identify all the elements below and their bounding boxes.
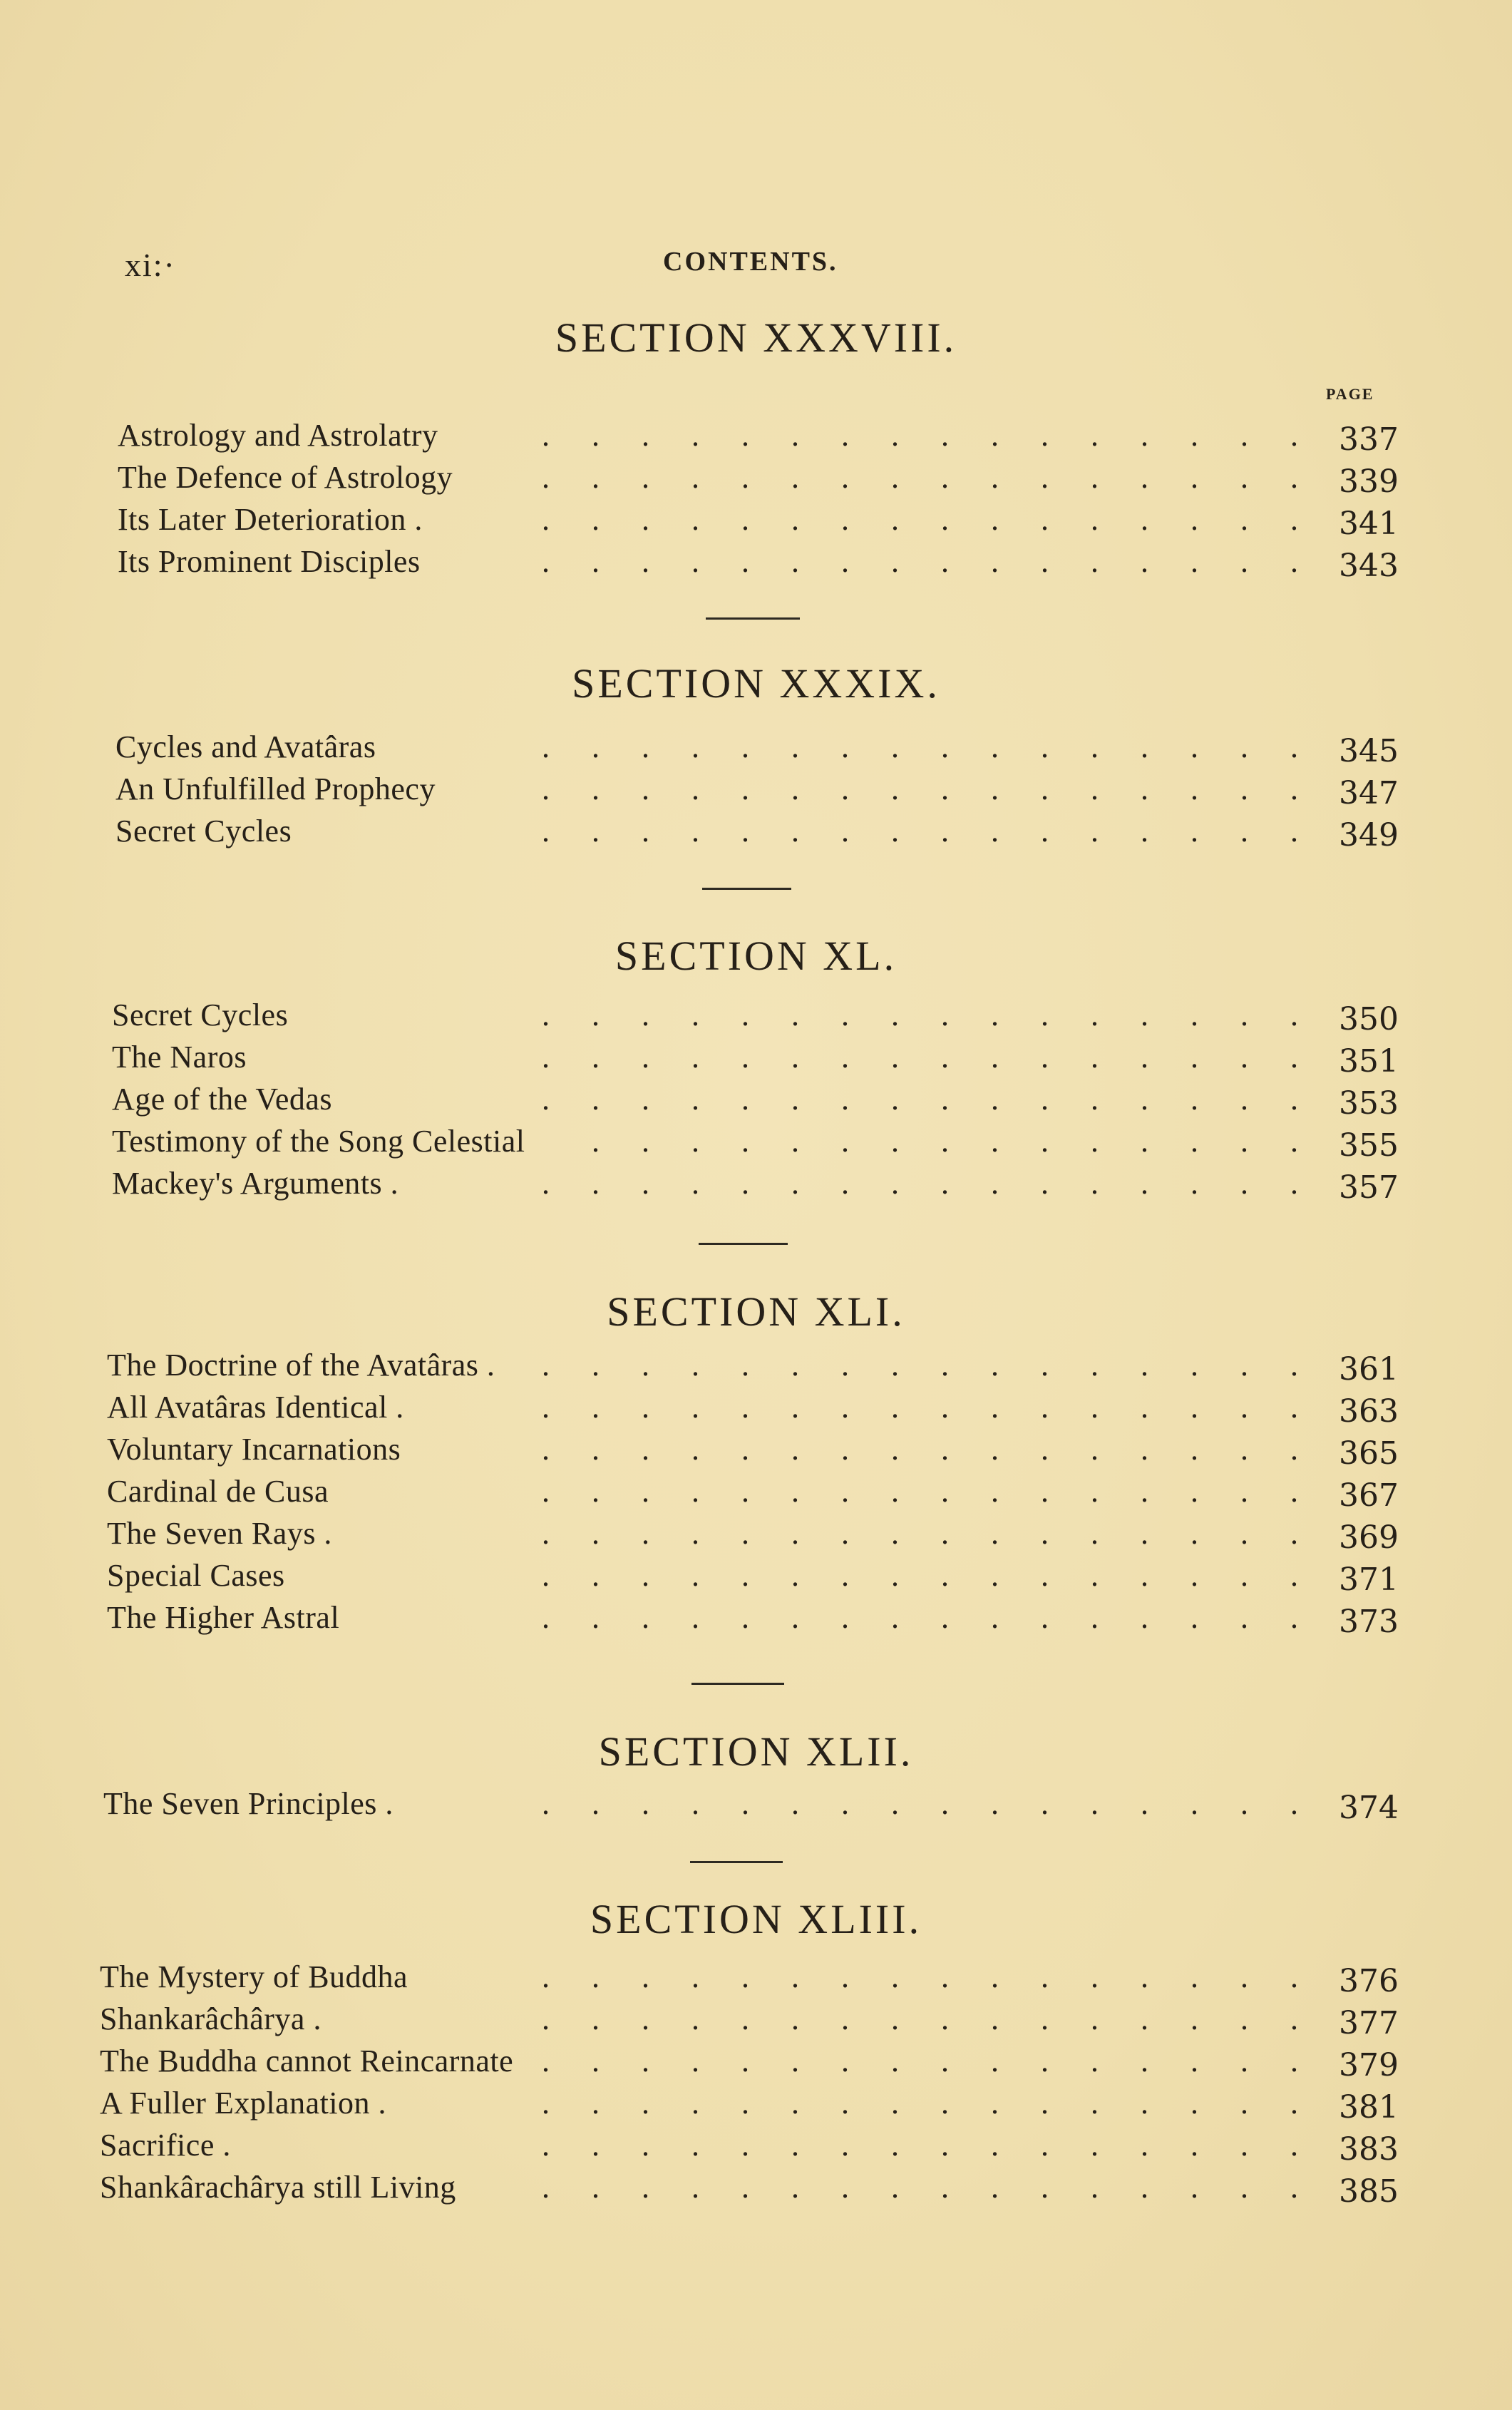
dot-leader: ................	[542, 771, 1340, 806]
section-title: SECTION XXXIX.	[572, 660, 940, 707]
toc-entry[interactable]	[100, 2169, 1426, 2212]
entry-title: Its Prominent Disciples	[118, 544, 421, 579]
toc-entry[interactable]	[100, 2127, 1426, 2170]
entry-title: The Buddha cannot Reincarnate	[100, 2044, 514, 2078]
toc-entry[interactable]	[118, 501, 1426, 544]
entry-page-number: 377	[1339, 2005, 1399, 2041]
toc-entry[interactable]	[112, 1081, 1426, 1124]
toc-entry[interactable]	[107, 1599, 1426, 1642]
entry-title: Age of the Vedas	[112, 1082, 332, 1117]
entry-title: Secret Cycles	[115, 814, 292, 848]
entry-title: Special Cases	[107, 1558, 285, 1593]
section-divider-rule	[690, 1861, 783, 1863]
entry-page-number: 355	[1339, 1127, 1399, 1164]
dot-leader: ................	[542, 2170, 1340, 2205]
section-title: SECTION XLIII.	[590, 1896, 922, 1942]
dot-leader: ................	[542, 2001, 1340, 2036]
toc-entry[interactable]	[112, 997, 1426, 1040]
toc-entry[interactable]	[107, 1389, 1426, 1432]
dot-leader: ................	[542, 1959, 1340, 1994]
dot-leader: ................	[542, 814, 1340, 848]
entry-title: Shankarâchârya .	[100, 2001, 322, 2036]
entry-page-number: 353	[1339, 1085, 1399, 1122]
entry-page-number: 383	[1339, 2131, 1399, 2168]
page-column-label: PAGE	[1326, 385, 1374, 403]
toc-entry[interactable]	[107, 1347, 1426, 1390]
entry-title: The Doctrine of the Avatâras .	[107, 1348, 495, 1383]
dot-leader: ................	[542, 1348, 1340, 1383]
toc-entry[interactable]	[107, 1557, 1426, 1600]
entry-title: Astrology and Astrolatry	[118, 418, 438, 453]
dot-leader: ................	[542, 1474, 1340, 1509]
section-divider-rule	[706, 617, 800, 620]
running-title: CONTENTS.	[663, 247, 838, 277]
entry-title: The Naros	[112, 1040, 247, 1075]
toc-entry[interactable]	[107, 1515, 1426, 1558]
section-divider-rule	[702, 888, 791, 890]
entry-page-number: 373	[1339, 1604, 1399, 1640]
dot-leader: ................	[542, 2044, 1340, 2078]
entry-title: The Mystery of Buddha	[100, 1959, 408, 1994]
entry-title: Its Later Deterioration .	[118, 502, 423, 537]
toc-entry[interactable]	[118, 543, 1426, 586]
toc-entry[interactable]	[100, 1959, 1426, 2001]
dot-leader: ................	[542, 1166, 1340, 1201]
entry-page-number: 347	[1339, 775, 1399, 811]
entry-title: An Unfulfilled Prophecy	[115, 771, 436, 806]
toc-entry[interactable]	[115, 729, 1426, 771]
entry-title: Shankârachârya still Living	[100, 2170, 456, 2205]
toc-entry[interactable]	[103, 1785, 1426, 1828]
dot-leader: ................	[542, 729, 1340, 764]
entry-title: The Defence of Astrology	[118, 460, 453, 495]
dot-leader: ................	[542, 502, 1340, 537]
dot-leader: ................	[542, 1390, 1340, 1425]
entry-page-number: 385	[1339, 2173, 1399, 2210]
entry-page-number: 381	[1339, 2089, 1399, 2126]
section-divider-rule	[699, 1243, 788, 1245]
entry-page-number: 361	[1339, 1351, 1399, 1388]
entry-page-number: 374	[1339, 1790, 1399, 1826]
entry-title: Cardinal de Cusa	[107, 1474, 329, 1509]
entry-page-number: 376	[1339, 1963, 1399, 1999]
entry-title: The Seven Rays .	[107, 1516, 332, 1551]
entry-title: A Fuller Explanation .	[100, 2086, 387, 2121]
entry-title: Voluntary Incarnations	[107, 1432, 401, 1467]
entry-page-number: 379	[1339, 2047, 1399, 2083]
dot-leader: ...............	[592, 1124, 1340, 1159]
entry-title: Sacrifice .	[100, 2128, 231, 2163]
entry-title: Cycles and Avatâras	[115, 729, 376, 764]
entry-page-number: 349	[1339, 817, 1399, 853]
entry-title: All Avatâras Identical .	[107, 1390, 404, 1425]
toc-entry[interactable]	[100, 2001, 1426, 2044]
entry-page-number: 345	[1339, 733, 1399, 769]
dot-leader: ................	[542, 1558, 1340, 1593]
toc-entry[interactable]	[115, 771, 1426, 814]
toc-entry[interactable]	[118, 459, 1426, 502]
dot-leader: ................	[542, 1040, 1340, 1075]
dot-leader: ................	[542, 1516, 1340, 1551]
dot-leader: ................	[542, 418, 1340, 453]
toc-entry[interactable]	[118, 417, 1426, 460]
dot-leader: ................	[542, 2128, 1340, 2163]
entry-title: The Seven Principles .	[103, 1786, 394, 1821]
entry-title: Secret Cycles	[112, 998, 289, 1032]
entry-page-number: 339	[1339, 463, 1399, 500]
dot-leader: ................	[542, 544, 1340, 579]
section-title: SECTION XLII.	[598, 1728, 914, 1775]
toc-entry[interactable]	[100, 2043, 1426, 2086]
toc-entry[interactable]	[115, 813, 1426, 856]
entry-page-number: 357	[1339, 1169, 1399, 1206]
running-head	[0, 246, 1512, 289]
dot-leader: ................	[542, 1786, 1340, 1821]
entry-page-number: 350	[1339, 1001, 1399, 1037]
toc-entry[interactable]	[107, 1473, 1426, 1516]
toc-entry[interactable]	[112, 1039, 1426, 1082]
entry-page-number: 371	[1339, 1562, 1399, 1598]
dot-leader: ................	[542, 460, 1340, 495]
section-title: SECTION XLI.	[607, 1288, 905, 1335]
dot-leader: ................	[542, 1082, 1340, 1117]
toc-entry[interactable]	[112, 1165, 1426, 1208]
toc-entry[interactable]	[112, 1123, 1426, 1166]
dot-leader: ................	[542, 998, 1340, 1032]
entry-page-number: 369	[1339, 1519, 1399, 1556]
entry-page-number: 365	[1339, 1435, 1399, 1472]
page-folio: xi:·	[125, 247, 176, 283]
dot-leader: ................	[542, 2086, 1340, 2121]
entry-page-number: 363	[1339, 1393, 1399, 1430]
section-title: SECTION XXXVIII.	[555, 314, 957, 361]
entry-title: The Higher Astral	[107, 1600, 340, 1635]
toc-entry[interactable]	[100, 2085, 1426, 2128]
dot-leader: ................	[542, 1600, 1340, 1635]
section-divider-rule	[691, 1683, 784, 1685]
dot-leader: ................	[542, 1432, 1340, 1467]
entry-title: Mackey's Arguments .	[112, 1166, 399, 1201]
toc-entry[interactable]	[107, 1431, 1426, 1474]
entry-page-number: 367	[1339, 1477, 1399, 1514]
entry-page-number: 341	[1339, 506, 1399, 542]
entry-page-number: 351	[1339, 1043, 1399, 1080]
entry-title: Testimony of the Song Celestial	[112, 1124, 525, 1159]
entry-page-number: 343	[1339, 548, 1399, 584]
section-title: SECTION XL.	[614, 933, 898, 979]
entry-page-number: 337	[1339, 421, 1399, 458]
